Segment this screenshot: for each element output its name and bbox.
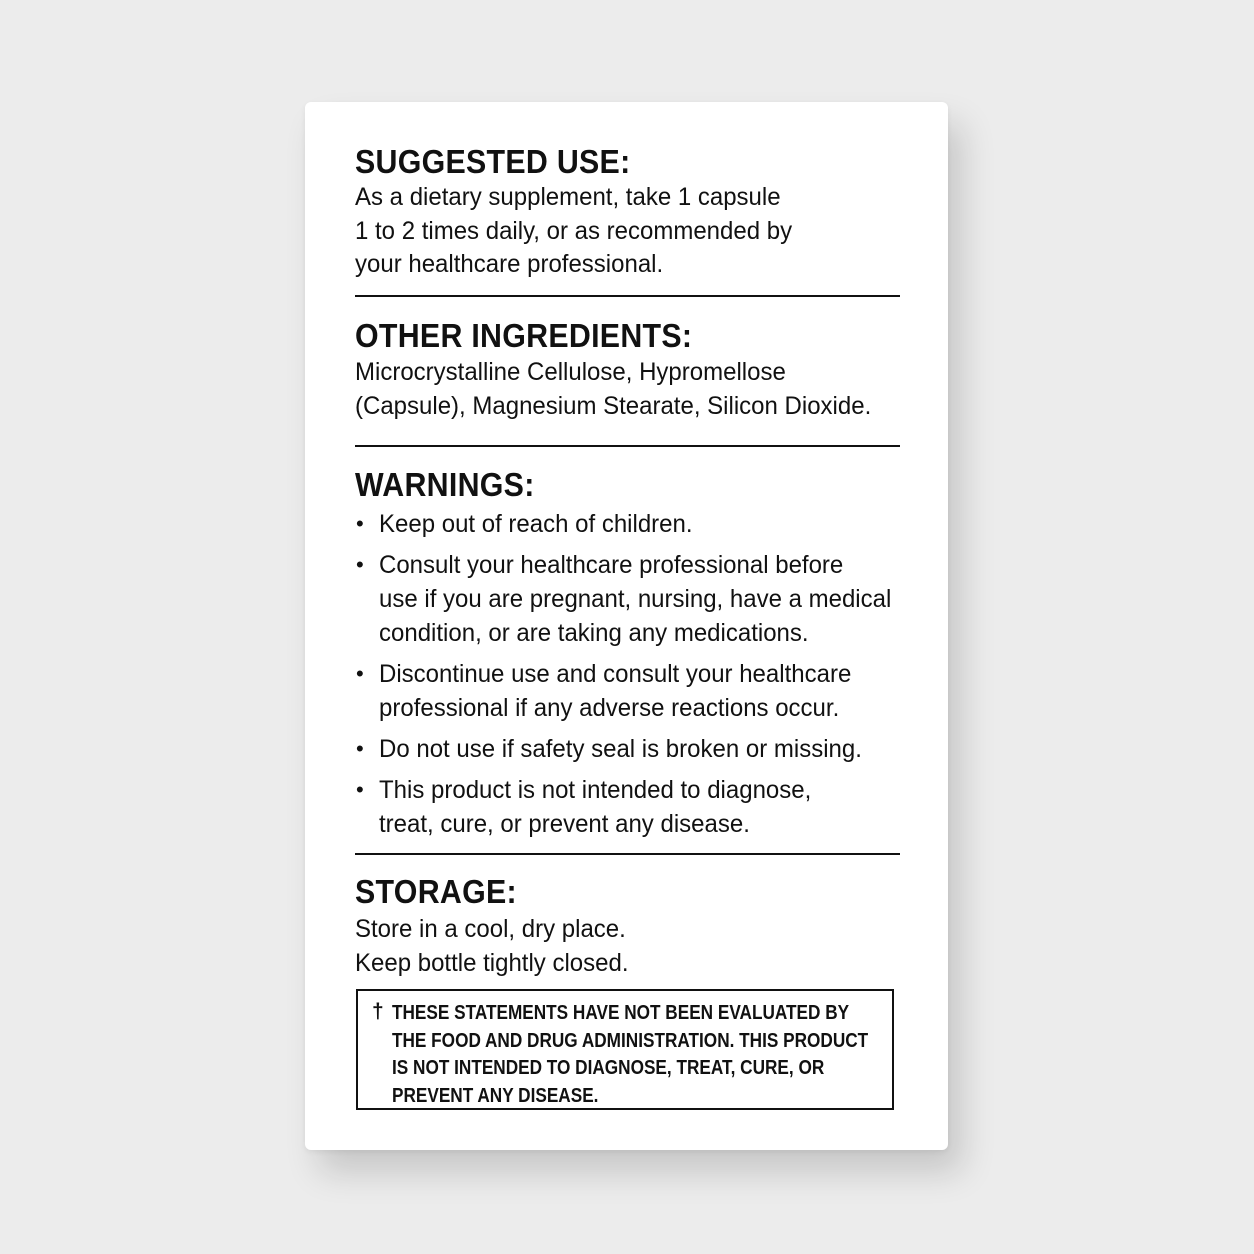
bullet-icon: • [356,511,364,536]
warning-text [379,657,851,725]
suggested-use-line: 1 to 2 times daily, or as recommended by [355,216,793,245]
warning-text [379,773,811,841]
storage-line: Store in a cool, dry place. [355,915,626,943]
other-ingredients-heading: OTHER INGREDIENTS: [355,317,693,354]
warning-item [355,773,900,841]
fda-disclaimer-box [356,989,894,1110]
warning-line: treat, cure, or prevent any disease. [379,810,750,838]
disclaimer-line: IS NOT INTENDED TO DIAGNOSE, TREAT, CURE, OR [392,1057,825,1079]
suggested-use-line: your healthcare professional. [355,250,664,278]
bullet-icon: • [356,777,364,802]
warnings-list [355,507,900,841]
warning-line: Consult your healthcare professional before [379,551,844,579]
storage-section [355,872,900,980]
section-divider [355,295,900,297]
ingredients-line: Microcrystalline Cellulose, Hypromellose [355,358,786,386]
warning-line: use if you are pregnant, nursing, have a medical [379,585,892,613]
warnings-heading: WARNINGS: [355,466,535,503]
disclaimer-line: THE FOOD AND DRUG ADMINISTRATION. THIS PRODUCT [392,1029,869,1052]
warning-text [379,507,693,541]
warning-text [379,732,862,766]
disclaimer-text [392,1000,868,1110]
warning-line: professional if any adverse reactions occur. [379,694,840,722]
section-divider [355,853,900,855]
storage-text [355,913,878,980]
storage-heading: STORAGE: [355,873,517,910]
other-ingredients-section [355,316,900,423]
disclaimer-line: THESE STATEMENTS HAVE NOT BEEN EVALUATED BY [392,1002,850,1024]
disclaimer-line: PREVENT ANY DISEASE. [392,1084,599,1107]
bullet-icon: • [356,736,364,761]
warning-item [355,732,900,766]
warning-item [355,548,900,650]
bullet-icon: • [356,661,364,686]
warning-item [355,657,900,725]
ingredients-line: (Capsule), Magnesium Stearate, Silicon Dioxide. [355,391,872,420]
suggested-use-text [355,181,878,282]
other-ingredients-text [355,356,878,423]
warning-line: condition, or are taking any medications. [379,619,809,647]
warning-line: Keep out of reach of children. [379,510,693,538]
suggested-use-line: As a dietary supplement, take 1 capsule [355,183,781,211]
warning-line: Do not use if safety seal is broken or missing. [379,735,862,763]
warning-line: This product is not intended to diagnose, [379,776,812,804]
warning-text [379,548,891,650]
bullet-icon: • [356,552,364,577]
storage-line: Keep bottle tightly closed. [355,948,629,977]
warnings-section [355,465,900,848]
warning-item [355,507,900,541]
suggested-use-section [355,142,900,282]
dagger-symbol: † [372,1000,384,1023]
section-divider [355,445,900,447]
suggested-use-heading: SUGGESTED USE: [355,143,631,180]
warning-line: Discontinue use and consult your healthcare [379,660,852,688]
supplement-label [305,102,948,1150]
